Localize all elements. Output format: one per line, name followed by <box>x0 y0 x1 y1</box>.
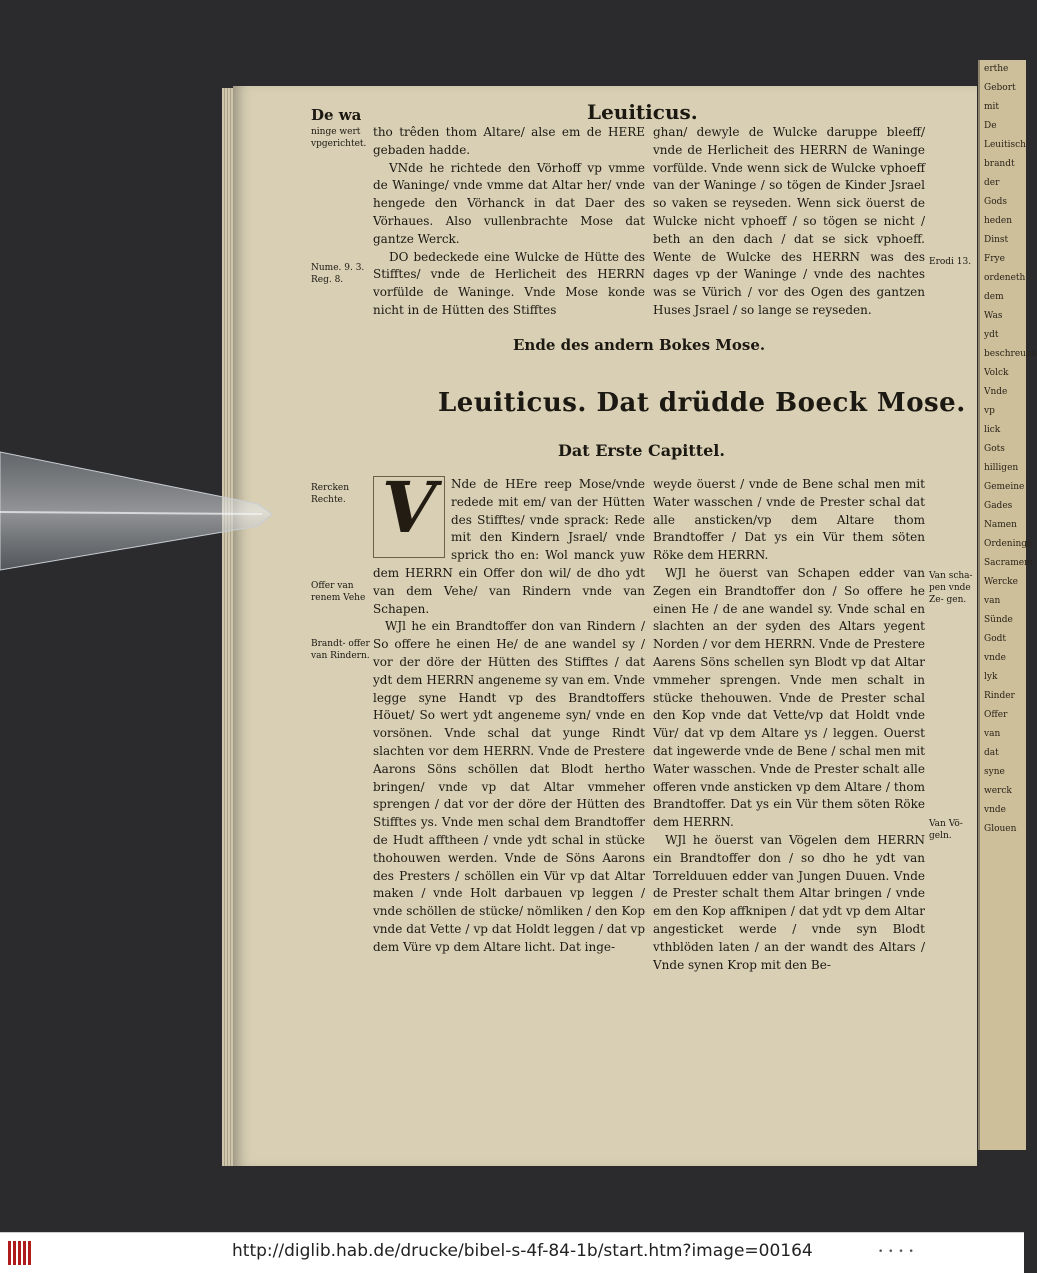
next-page-fragment: ordeneth <box>984 273 1026 283</box>
next-page-fragment: der <box>984 178 1000 188</box>
next-page-fragment: Sacrament <box>984 558 1034 568</box>
margin-note: Van scha- pen vnde Ze- gen. <box>929 571 973 605</box>
margin-note: ninge wert vpgerichtet. <box>311 127 367 149</box>
text-column-body-right <box>653 476 925 974</box>
next-page-fragment: ydt <box>984 330 999 340</box>
next-page-fragment: van <box>984 596 1001 606</box>
next-page-fragment: Was <box>984 311 1003 321</box>
paragraph: WJl he öuerst van Vögelen dem HERRN ein Brandtoffer don / so dho he ydt van Torrelduuen edder van Jungen Duuen. Vnde de Prester schalt them Altar bringen / vnde em den Kop affknipen / dat ydt vp dem Altar angesticket werde / vnde syn Blodt vthblöden laten / an der wandt des Altars / Vnde synen Krop mit den Be- <box>653 832 925 972</box>
next-page-fragment: dat <box>984 748 999 758</box>
margin-note: Brandt- offer van Rindern. <box>311 639 370 661</box>
paragraph: WJl he öuerst van Schapen edder van Zegen ein Brandtoffer don / So offere he einen He / de ane wandel sy. Vnde schal en slachten an der syden des Altars yegent Norden / vor dem HERRN. Vnde de Prestere Aarens Söns schellen syn Blodt vp dat Altar vmmeher sprengen. Vnde men schalt in stücke thehouwen. Vnde de Prester schal den Kop vnde dat Vette/vp dat Holdt vnde Vür/ dat vp dem Altare ys / leggen. Ouerst dat ingewerde vnde de Bene / schal men mit Water wasschen. Vnde de Prester schalt alle offeren vnde ansticken vp dem Altare / thom Brandtoffer. Dat ys ein Vür them söten Röke dem HERRN. <box>653 565 925 830</box>
text-column-top-right <box>653 124 925 320</box>
next-page-fragment: Offer <box>984 710 1008 720</box>
next-page-fragment: syne <box>984 767 1005 777</box>
paragraph: DO bedeckede eine Wulcke de Hütte des Stifftes/ vnde de Herlicheit des HERRN vorfülde de Waninge. Vnde Mose konde nicht in de Hütten des Stifftes <box>373 249 645 317</box>
next-page-fragment: Gebort <box>984 83 1016 93</box>
next-page-fragment: Volck <box>984 368 1009 378</box>
next-page-fragment: Dinst <box>984 235 1009 245</box>
next-page-fragment: dem <box>984 292 1004 302</box>
paragraph: tho trêden thom Altare/ alse em de HERE gebaden hadde. <box>373 125 645 157</box>
next-page-fragment: Leuitisch <box>984 140 1026 150</box>
text-column-body-left <box>373 466 645 957</box>
paragraph: WJl he ein Brandtoffer don van Rindern / So offere he einen He/ de ane wandel sy / vor der döre der Hütten des Stifftes / dat ydt dem HERRN angeneme sy van em. Vnde legge syne Handt vp des Brandtoffers Höuet/ So wert ydt angeneme syn/ vnde en vorsönen. Vnde schal dat yunge Rindt slachten vor dem HERRN. Vnde de Prestere Aarons Söns schöllen dat Blodt hertho bringen/ vnde vp dat Altar vmmeher sprengen / dat vor der döre der Hütten des Stifftes ys. Vnde men schal dem Brandtoffer de Hudt afftheen / vnde ydt schal in stücke thohouwen werden. Vnde de Söns Aarons des Presters / schöllen ein Vür vp dat Altar maken / vnde Holt darbauen vp leggen / vnde schöllen de stücke/ nömliken / den Kop vnde dat Vette / vp dat Holdt leggen / dat vp dem Vüre vp dem Altare licht. Dat inge- <box>373 619 645 954</box>
next-page-fragment: vp <box>984 406 995 416</box>
next-page-fragment: vnde <box>984 805 1006 815</box>
margin-note: Erodi 13. <box>929 257 972 267</box>
book-title: Leuiticus. Dat drüdde Boeck Mose. <box>438 388 966 418</box>
chapter-heading: Dat Erste Capittel. <box>558 441 725 460</box>
next-page-fragment: erthe <box>984 64 1009 74</box>
margin-note: Offer van renem Vehe <box>311 581 366 603</box>
next-page-fragment: Namen <box>984 520 1017 530</box>
paragraph: weyde öuerst / vnde de Bene schal men mit Water wasschen / vnde de Prester schal dat alle ansticken/vp dem Altare thom Brandtoffer / Dat ys ein Vür them söten Röke dem HERRN. <box>653 477 925 563</box>
page-holder-clip-icon <box>0 452 280 570</box>
next-page-fragment: Vnde <box>984 387 1008 397</box>
next-page-fragment: lick <box>984 425 1001 435</box>
next-page-fragment: Gades <box>984 501 1013 511</box>
next-page-fragment: werck <box>984 786 1012 796</box>
margin-note: Rercken Rechte. <box>311 483 350 505</box>
paragraph: ghan/ dewyle de Wulcke daruppe bleeff/ vnde de Herlicheit des HERRN de Waninge vorfülde. Vnde wenn sick de Wulcke vphoeff van der Waninge / so tögen de Kinder Jsrael so vaken se reyseden. Wenn sick öuerst de Wulcke nicht vphoeff / so tögen se nicht / beth an den dach / dat se sick vphoeff. Wente de Wulcke des HERRN was des dages vp der Waninge / vnde des nachtes was se Vürich / vor des Ogen des gantzen Huses Jsrael / so lange se reyseden. <box>653 125 925 317</box>
text-column-top-left <box>373 124 645 320</box>
next-page-fragment: lyk <box>984 672 998 682</box>
next-page-fragment: Sünde <box>984 615 1013 625</box>
next-page-fragment: Glouen <box>984 824 1017 834</box>
next-page-fragment: Frye <box>984 254 1005 264</box>
next-page-fragment: Gemeine <box>984 482 1025 492</box>
margin-note: Van Vö- geln. <box>929 819 963 841</box>
book-page <box>233 86 977 1166</box>
running-head-title: Leuiticus. <box>587 100 698 124</box>
end-of-book-line: Ende des andern Bokes Mose. <box>513 336 766 354</box>
next-page-fragment: hilligen <box>984 463 1019 473</box>
next-page-fragment: De <box>984 121 997 131</box>
next-page-fragment: heden <box>984 216 1013 226</box>
next-page-fragment: Godt <box>984 634 1006 644</box>
next-page-fragment: Rinder <box>984 691 1015 701</box>
next-page-fragment: Wercke <box>984 577 1018 587</box>
status-bar <box>0 1232 1024 1273</box>
running-head-catchword: De wa <box>311 106 362 124</box>
next-page-fragment: mit <box>984 102 1000 112</box>
margin-note: Nume. 9. 3. Reg. 8. <box>311 263 365 285</box>
page-indicator-dots: • • • • <box>878 1247 915 1257</box>
paragraph: Nde de HEre reep Mose/vnde redede mit em/ van der Hütten des Stifftes/ vnde sprack: Rede mit den Kindern Jsrael/ vnde sprick tho en: Wol manck yuw dem HERRN ein Offer don wil/ de dho ydt van dem Vehe/ van Rindern vnde van Schapen. <box>373 477 645 616</box>
next-page-fragment: beschreuen <box>984 349 1037 359</box>
next-page-fragment: brandt <box>984 159 1015 169</box>
page-url-link[interactable]: http://diglib.hab.de/drucke/bibel-s-4f-84-1b/start.htm?image=00164 <box>232 1241 813 1261</box>
next-page-fragment: vnde <box>984 653 1006 663</box>
library-logo-icon[interactable] <box>8 1241 38 1265</box>
next-page-strip <box>978 60 1037 1150</box>
next-page-fragment: van <box>984 729 1001 739</box>
paragraph: VNde he richtede den Vörhoff vp vmme de Waninge/ vnde vmme dat Altar her/ vnde hengede den Vörhanck in dat Daer des Vörhaues. Also vullenbrachte Mose dat gantze Werck. <box>373 160 645 246</box>
next-page-fragment: Gots <box>984 444 1005 454</box>
next-page-fragment: Gods <box>984 197 1007 207</box>
next-page-fragment: Ordeninge <box>984 539 1033 549</box>
decorated-initial: V <box>373 476 445 558</box>
